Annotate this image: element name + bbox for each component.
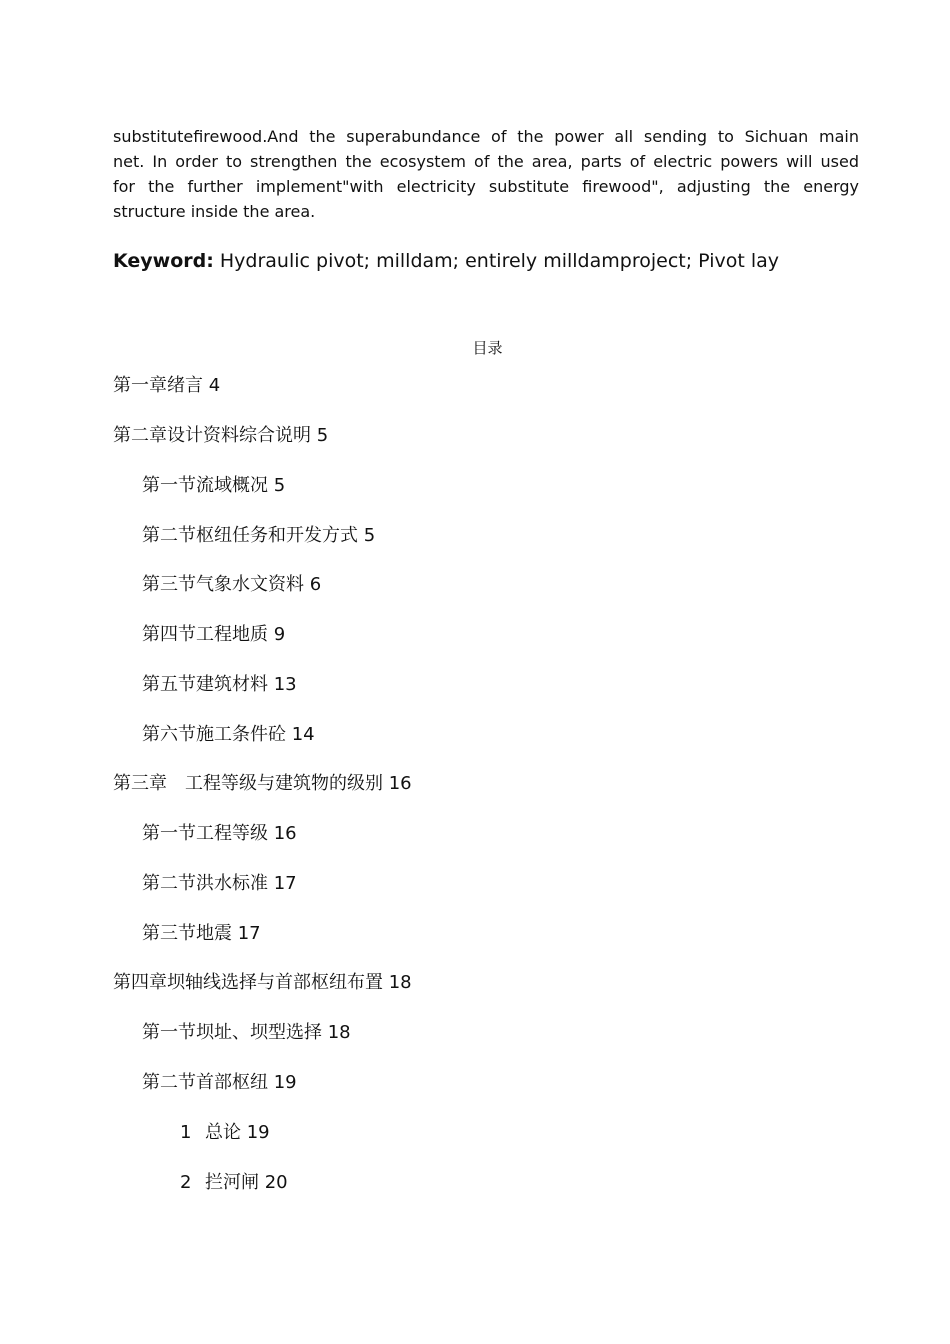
abstract-line: structure inside the area. [113, 202, 316, 221]
toc-title: 目录 [472, 339, 503, 357]
toc-item-text: 拦河闸 20 [205, 1172, 288, 1193]
toc-chapter-4[interactable] [113, 971, 412, 995]
toc-section[interactable] [142, 1021, 351, 1045]
toc-subsection[interactable] [180, 1121, 270, 1145]
toc-item-text: 第二节首部枢纽 19 [142, 1072, 297, 1093]
toc-item-text: 总论 19 [205, 1122, 270, 1143]
toc-section[interactable] [142, 922, 261, 946]
toc-section[interactable] [142, 872, 297, 896]
toc-section[interactable] [142, 474, 285, 498]
toc-item-text: 第二章设计资料综合说明 5 [113, 425, 329, 446]
toc-item-text: 第一节流域概况 5 [142, 475, 286, 496]
toc-item-text: 第四节工程地质 9 [142, 624, 286, 645]
toc-item-text: 第二节枢纽任务和开发方式 5 [142, 525, 376, 546]
toc-item-text: 第一节工程等级 16 [142, 823, 297, 844]
toc-item-text: 第一节坝址、坝型选择 18 [142, 1022, 351, 1043]
abstract-line: net. In order to strengthen the ecosystem of the area, parts of electric powers will used [113, 152, 859, 171]
toc-item-text: 第六节施工条件砼 14 [142, 724, 315, 745]
toc-item-text: 第一章绪言 4 [113, 375, 221, 396]
toc-chapter-1[interactable] [113, 374, 220, 398]
keyword-line [113, 248, 873, 274]
toc-item-number: 2 [180, 1172, 192, 1193]
toc-chapter-2[interactable] [113, 424, 328, 448]
toc-section[interactable] [142, 673, 297, 697]
keyword-label: Keyword: [113, 250, 214, 272]
toc-item-text: 第五节建筑材料 13 [142, 674, 297, 695]
toc-item-text: 第四章坝轴线选择与首部枢纽布置 18 [113, 972, 412, 993]
toc-subsection[interactable] [180, 1171, 288, 1195]
toc-item-text: 第二节洪水标准 17 [142, 873, 297, 894]
toc-section[interactable] [142, 723, 315, 747]
abstract-line: for the further implement"with electricity substitute firewood", adjusting the energy [113, 177, 859, 196]
toc-section[interactable] [142, 822, 297, 846]
toc-section[interactable] [142, 1071, 297, 1095]
toc-item-text: 第三章 工程等级与建筑物的级别 16 [113, 773, 412, 794]
toc-section[interactable] [142, 573, 321, 597]
abstract-line: substitutefirewood.And the superabundance of the power all sending to Sichuan main [113, 127, 859, 146]
toc-item-text: 第三节地震 17 [142, 923, 261, 944]
abstract-paragraph [113, 124, 859, 224]
toc-item-number: 1 [180, 1122, 192, 1143]
toc-section[interactable] [142, 623, 285, 647]
toc-chapter-3[interactable] [113, 772, 412, 796]
keyword-text: Hydraulic pivot; milldam; entirely milldamproject; Pivot lay [213, 250, 780, 272]
toc-item-text: 第三节气象水文资料 6 [142, 574, 322, 595]
toc-section[interactable] [142, 524, 375, 548]
